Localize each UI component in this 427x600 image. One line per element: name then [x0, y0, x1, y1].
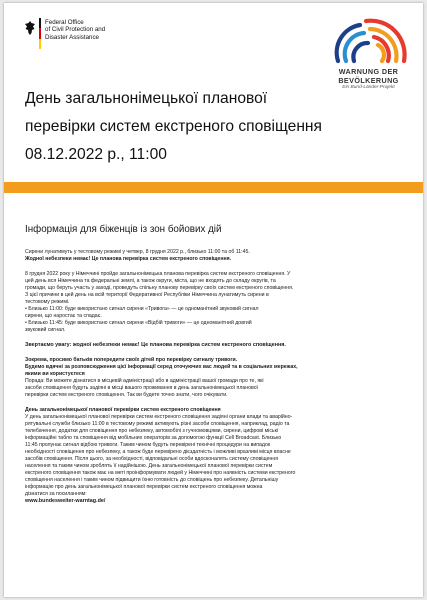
document-page: [4, 3, 423, 597]
german-flag-icon: [39, 18, 41, 49]
paragraph-attention: Звертаємо увагу: жодної небезпеки немає! Це планова перевірка систем екстреного сповіщення.: [25, 342, 286, 348]
main-content: [25, 224, 405, 513]
paragraph-details: 8 грудня 2022 року у Німеччині пройде загальнонімецька планова перевірка систем екстреного сповіщення. У цей день вся Німеччина та федеральні землі, а також округи, міста, що не входять до складу округів, та громади, що беруть участь у заході, проведуть спільну планову перевірку своїх систем екстреного сповіщення. З цієї причини в цей день на всій території Федеративної Республіки Німеччина лунатимуть сирени в тестовому режимі. • Близько 11:00: буде використано сигнал сирени «Тривога» — це одноманітний звуковий сигнал сирени, що наростає та спадає. • Близько 11:45: буде використано сигнал сирени «Відбій тривоги» — це одноманітний довгий звуковий сигнал.: [25, 271, 294, 333]
warning-arcs-icon: [328, 15, 410, 65]
logo-tagline: Ein Bund-Länder-Projekt: [342, 85, 395, 90]
logo-line2: BEVÖLKERUNG: [338, 76, 399, 85]
federal-eagle-icon: [24, 20, 36, 36]
page-title: День загальнонімецької планової перевірки систем екстреного сповіщення 08.12.2022 р., 11:00: [25, 90, 322, 163]
logo-line1: WARNUNG DER: [338, 67, 399, 76]
section-title: Інформація для біженців із зон бойових дій: [25, 224, 222, 235]
orange-divider-bar: [4, 182, 423, 193]
paragraph-intro: Сирени лунатимуть у тестовому режимі у четвер, 8 грудня 2022 р., близько 11:00 та об 11:45. Жодної небезпеки немає! Це планова перевірка систем екстреного сповіщення.: [25, 249, 250, 262]
agency-name: Federal Office of Civil Protection and Disaster Assistance: [45, 19, 106, 41]
paragraph-warntag: День загальнонімецької планової перевірки систем екстреного сповіщення У день загальнонімецької планової перевірки систем екстреного сповіщення задіяні органи влади та аварійно- рятувальні служби близько 11:00 в тестовому режимі активують різні засоби сповіщення, наприклад, радіо та телебачення, додатки для сповіщення про небезпеку, автомобілі з гучномовцями, сирени, цифрові міські інформаційні табло та сповіщення від мобільних операторів за допомогою функції Cell Broadcast. Близько 11:45 пролунає сигнал відбою тривоги. Таким чином будуть перевірені технічні процедури на випадок необхідності сповіщення про небезпеку, а також буде перевірено дієздатність і можливі вразливі місця власне засобів сповіщення. Після цього, за необхідності, відповідальні особи вдосконалять систему сповіщення населення та таким чином зроблять її надійнішою. День загальнонімецької планової перевірки систем екстреного сповіщення також має на меті проінформувати людей у Німеччині про наявність системи екстреного сповіщення населення і таким чином підвищити їхню готовність до сповіщень про небезпеку. Детальнішу інформацію про день загальнонімецької планової перевірки систем екстреного сповіщення можна дізнатися за посиланням: www.bundesweiter-warntag.de/: [25, 407, 405, 505]
website-link[interactable]: www.bundesweiter-warntag.de/: [25, 498, 106, 504]
paragraph-parents: Зокрема, просимо батьків попередити своїх дітей про перевірку сигналу тривоги. Будемо вдячні за розповсюдження цієї інформації серед оточуючих вас людей та в соціальних мережах, якими ви користуєтеся Порада: Ви можете дізнатися в місцевій адміністрації або в адміністрації вашої громади про те, які засоби сповіщення будуть задіяні в місці вашого проживання в день загальнонімецької планової перевірки систем екстреного сповіщення. Так ви будете точно знати, чого очікувати.: [25, 357, 298, 398]
agency-logo: [24, 18, 154, 58]
warnung-logo: [326, 15, 411, 115]
